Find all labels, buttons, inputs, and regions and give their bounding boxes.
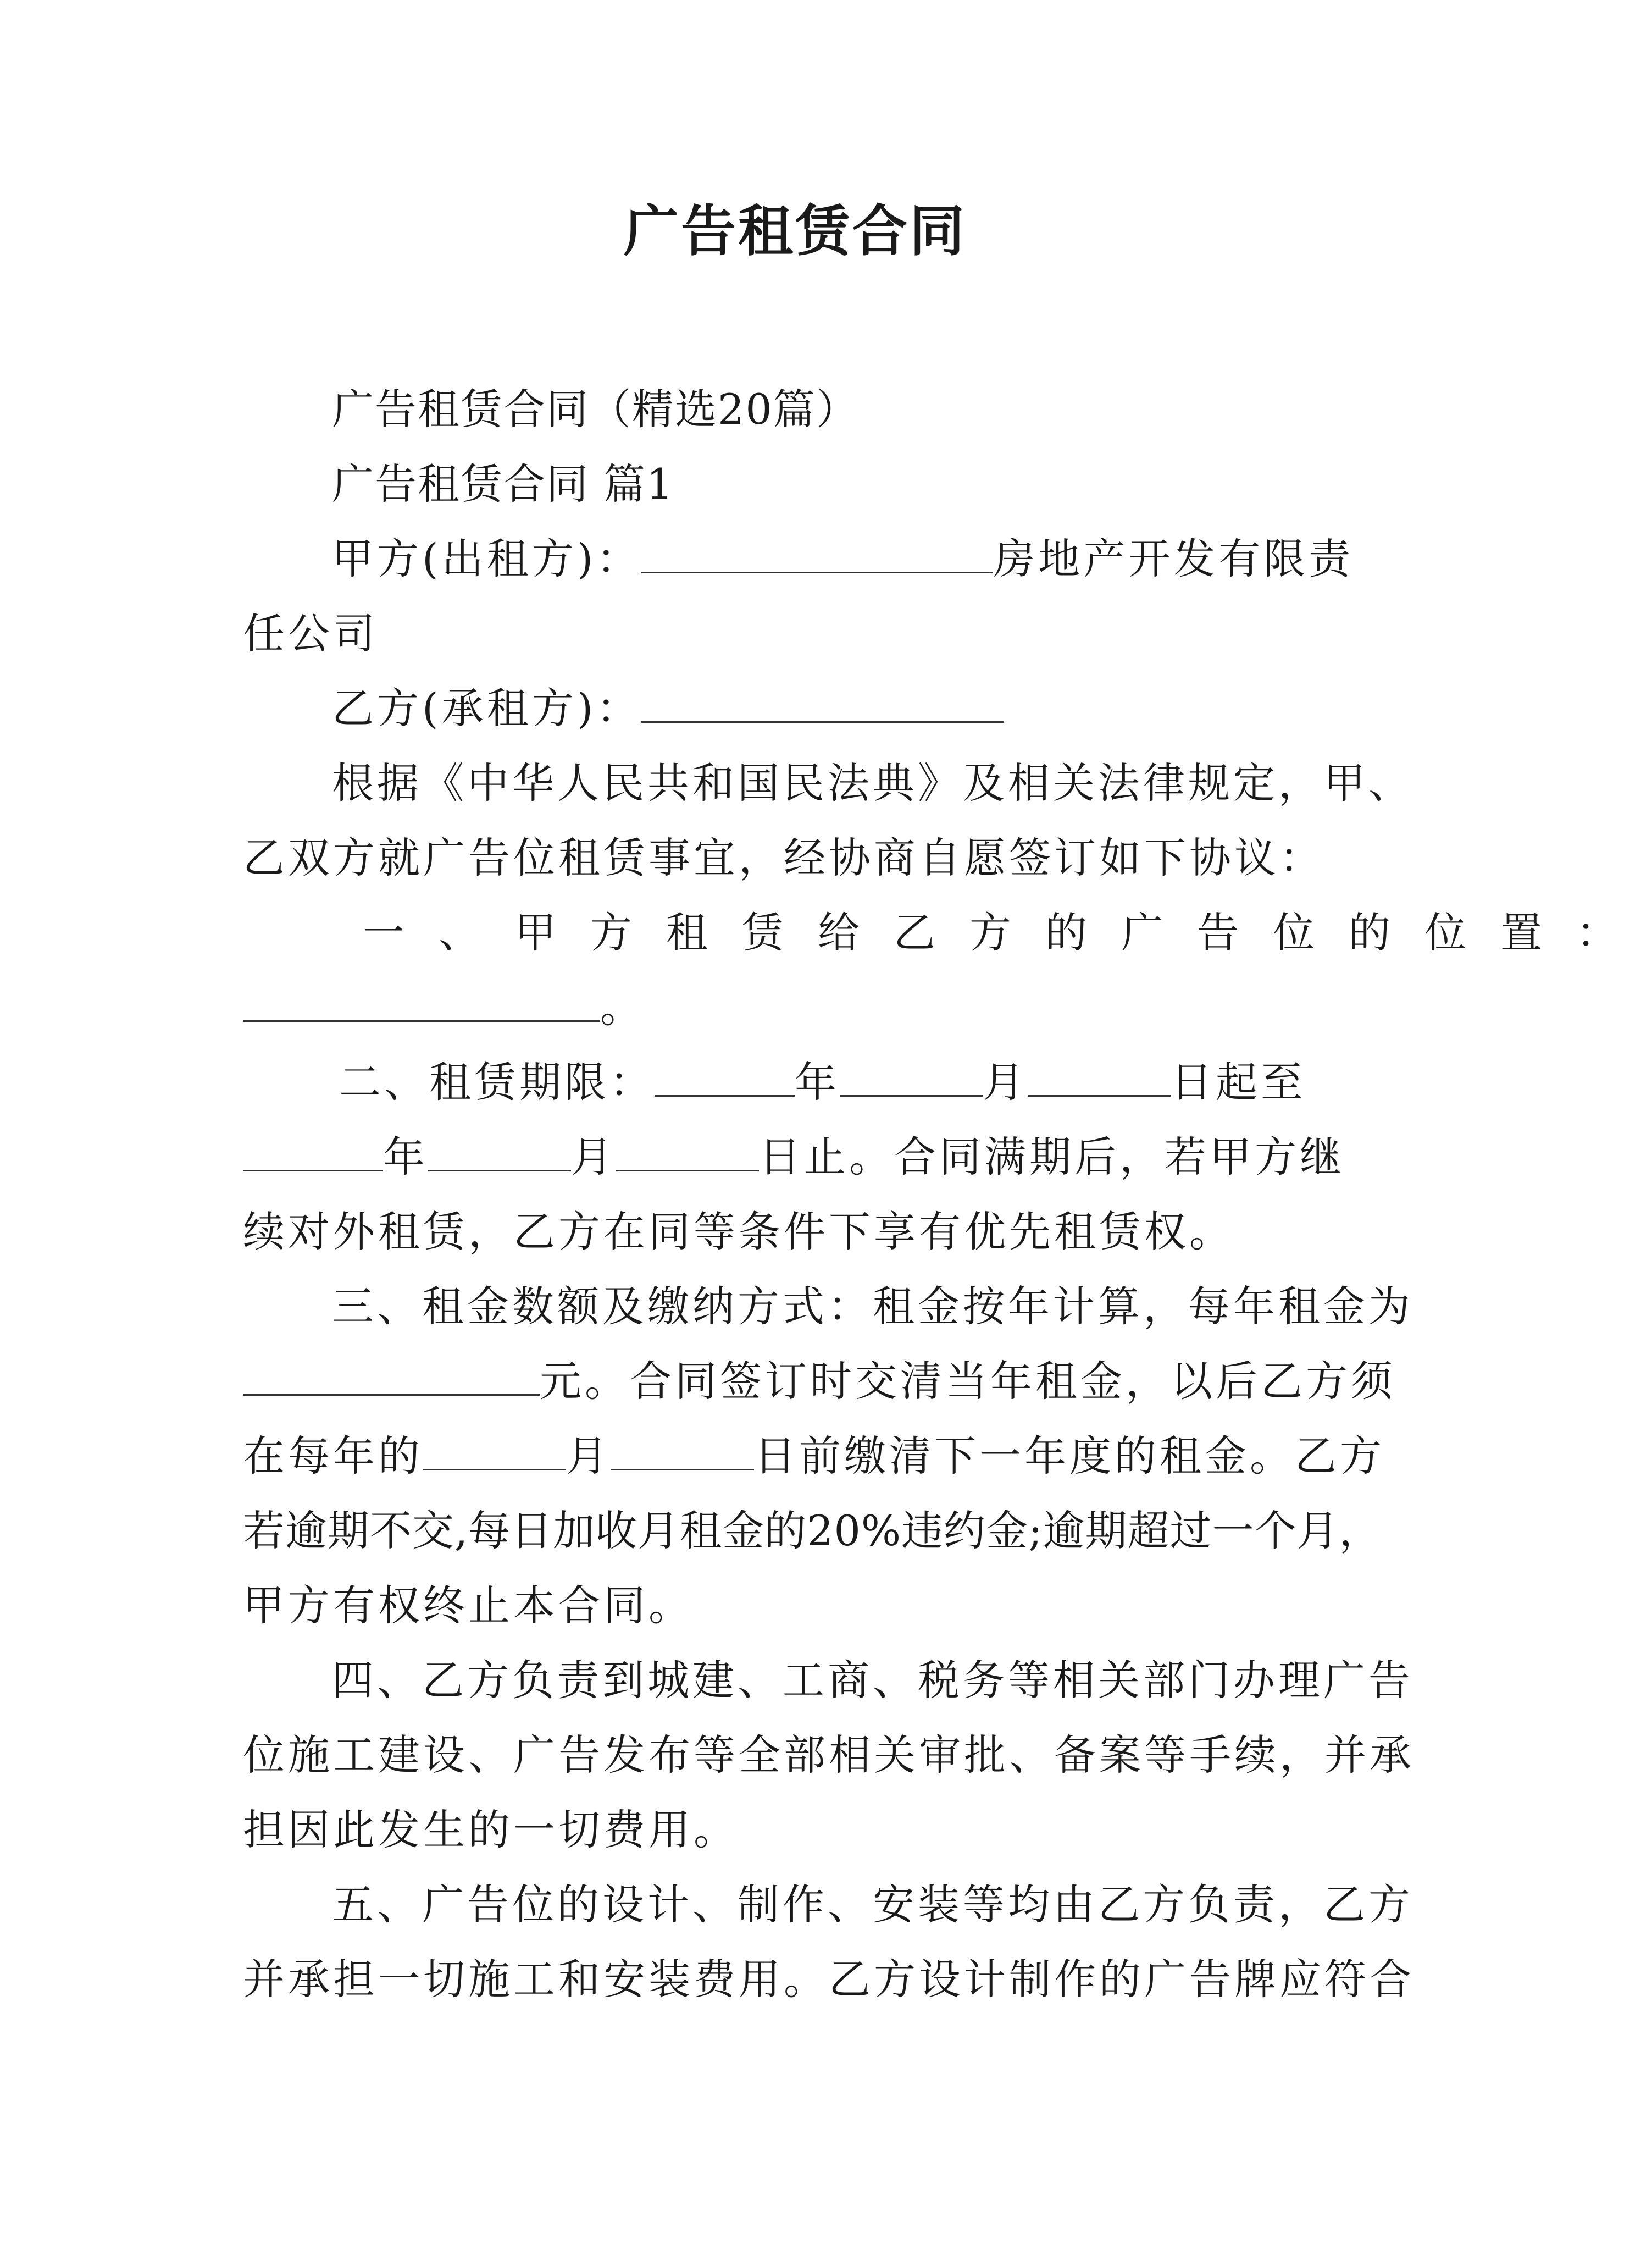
clause2-year-2: 年 <box>383 1132 428 1181</box>
party-b-line <box>243 671 1353 746</box>
clause3-line-3-prefix: 在每年的 <box>243 1431 423 1480</box>
document-body <box>243 372 1652 2017</box>
clause4-line-2: 位施工建设、广告发布等全部相关审批、备案等手续，并承 <box>243 1731 1415 1779</box>
clause2-line-2 <box>243 1120 1353 1195</box>
clause2-year-blank-1 <box>655 1057 795 1097</box>
clause3-line-2 <box>243 1344 1396 1419</box>
intro-line-2: 乙双方就广告位租赁事宜，经协商自愿签订如下协议： <box>243 833 1324 882</box>
clause4-line-1: 四、乙方负责到城建、工商、税务等相关部门办理广告 <box>332 1656 1413 1705</box>
clause3-line-5: 甲方有权终止本合同。 <box>243 1581 694 1630</box>
party-b-label: 乙方(承租方)： <box>332 684 642 733</box>
clause2-day-from: 日起至 <box>1171 1058 1306 1107</box>
clause2-month-1: 月 <box>983 1058 1028 1107</box>
party-a-label: 甲方(出租方)： <box>332 534 642 583</box>
party-a-suffix: 房地产开发有限责 <box>993 534 1354 583</box>
clause5-line-1: 五、广告位的设计、制作、安装等均由乙方负责，乙方 <box>332 1880 1413 1929</box>
clause3-amount-blank <box>243 1356 540 1396</box>
clause2-prefix: 二、租赁期限： <box>339 1058 655 1107</box>
clause2-year-1: 年 <box>795 1058 840 1107</box>
party-b-blank <box>641 683 1004 723</box>
clause3-line-3-month: 月 <box>566 1431 611 1480</box>
clause2-month-2: 月 <box>571 1132 616 1181</box>
intro-line-1: 根据《中华人民共和国民法典》及相关法律规定，甲、 <box>332 759 1413 808</box>
clause1-line-1: 一、甲方租赁给乙方的广告位的位置： <box>363 908 1652 957</box>
party-a-suffix-line: 任公司 <box>243 609 378 658</box>
clause2-day-blank-1 <box>1028 1057 1171 1097</box>
party-a-line <box>243 522 1353 596</box>
clause3-line-1: 三、租金数额及缴纳方式：租金按年计算，每年租金为 <box>332 1282 1413 1331</box>
document-title: 广告租赁合同 <box>624 198 967 263</box>
party-a-blank <box>641 533 993 573</box>
clause2-line-3: 续对外租赁，乙方在同等条件下享有优先租赁权。 <box>243 1207 1234 1256</box>
clause2-month-blank-2 <box>428 1131 571 1171</box>
clause5-line-2: 并承担一切施工和安装费用。乙方设计制作的广告牌应符合 <box>243 1955 1415 2004</box>
clause3-line-4: 若逾期不交,每日加收月租金的20%违约金;逾期超过一个月， <box>243 1506 1382 1555</box>
clause3-line-3-after: 日前缴清下一年度的租金。乙方 <box>754 1431 1385 1480</box>
clause3-line-3 <box>243 1419 1385 1494</box>
clause3-month-blank <box>423 1430 566 1470</box>
clause2-line-1 <box>243 1045 1353 1120</box>
section-title: 广告租赁合同 篇1 <box>332 460 674 508</box>
clause3-line-2-text: 元。合同签订时交清当年租金，以后乙方须 <box>540 1357 1396 1406</box>
clause1-line-2 <box>243 970 1353 1045</box>
clause2-day-to: 日止。合同满期后，若甲方继 <box>759 1132 1345 1181</box>
clause2-month-blank-1 <box>840 1057 983 1097</box>
clause3-day-blank <box>611 1430 754 1470</box>
subtitle: 广告租赁合同（精选20篇） <box>332 385 859 434</box>
clause2-day-blank-2 <box>616 1131 759 1171</box>
clause1-blank <box>243 982 600 1022</box>
clause4-line-3: 担因此发生的一切费用。 <box>243 1805 739 1854</box>
clause2-year-blank-2 <box>243 1131 383 1171</box>
clause1-end: 。 <box>600 983 642 1032</box>
